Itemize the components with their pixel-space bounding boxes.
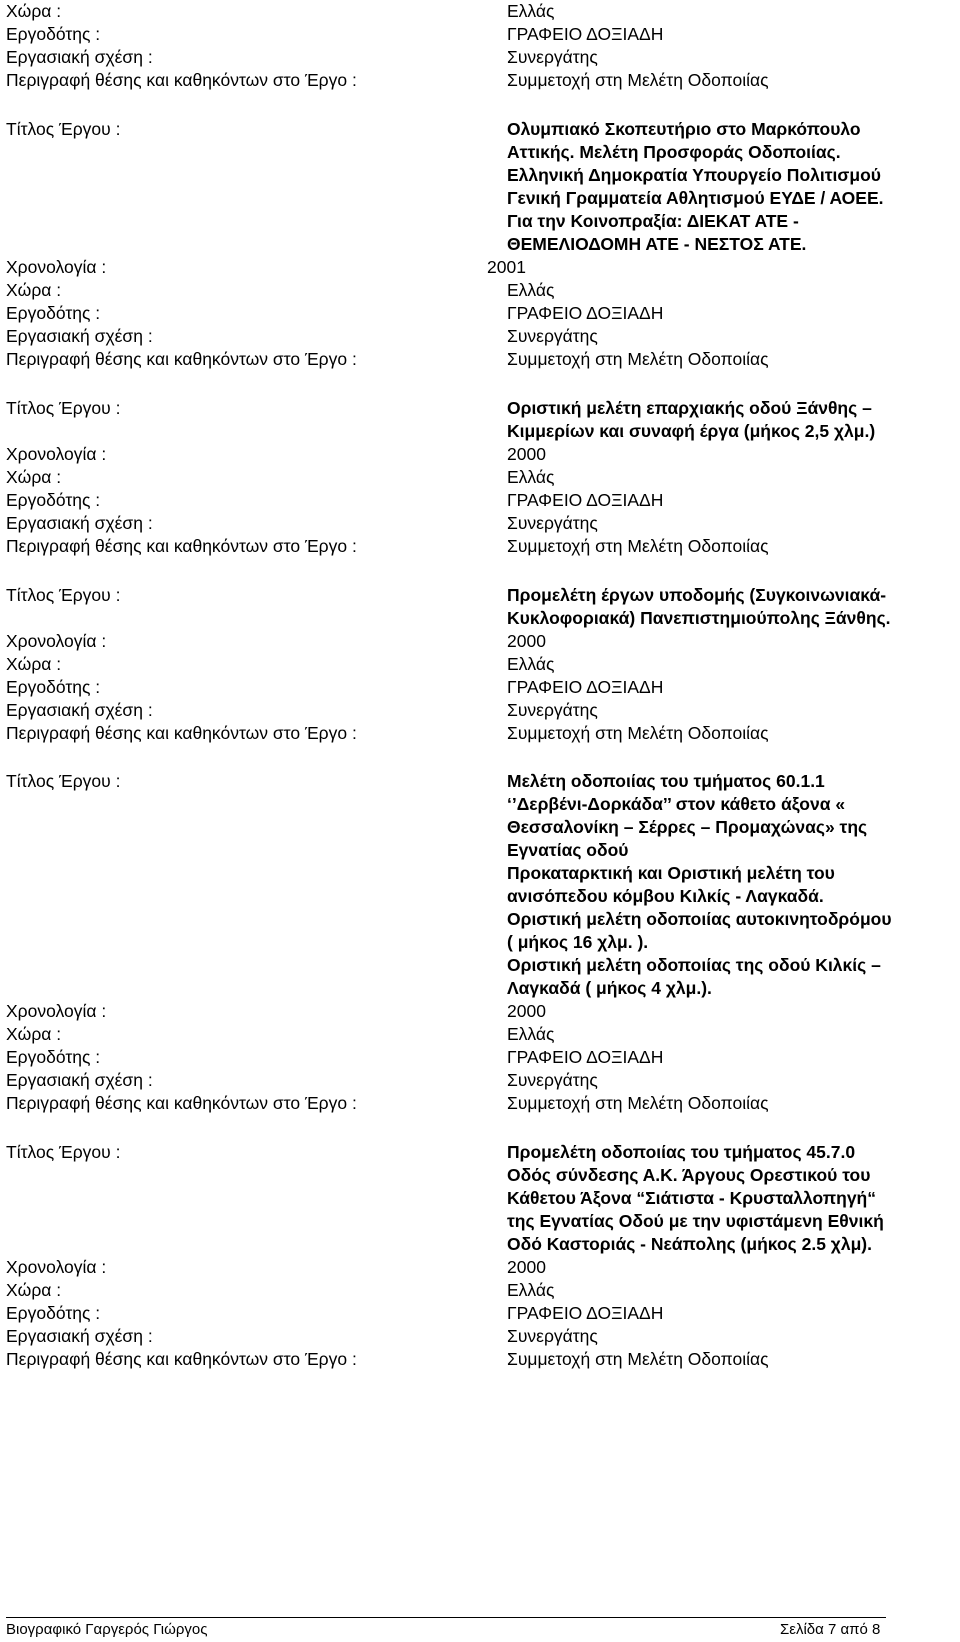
relation-value: Συνεργάτης bbox=[507, 700, 598, 720]
employer-value: ΓΡΑΦΕΙΟ ΔΟΞΙΑΔΗ bbox=[507, 490, 664, 510]
country-value: Ελλάς bbox=[507, 1024, 555, 1044]
country-value: Ελλάς bbox=[507, 1280, 555, 1300]
title-label: Τίτλος Έργου : bbox=[6, 585, 121, 605]
employer-label: Εργοδότης : bbox=[6, 1047, 101, 1067]
country-value: Ελλάς bbox=[507, 654, 555, 674]
description-value: Συμμετοχή στη Μελέτη Οδοποιίας bbox=[507, 536, 769, 556]
description-value: Συμμετοχή στη Μελέτη Οδοποιίας bbox=[507, 1093, 769, 1113]
employer-label: Εργοδότης : bbox=[6, 1303, 101, 1323]
description-label: Περιγραφή θέσης και καθηκόντων στο Έργο : bbox=[6, 1093, 357, 1113]
employer-label: Εργοδότης : bbox=[6, 490, 101, 510]
project-title-line: Θεσσαλονίκη – Σέρρες – Προμαχώνας» της bbox=[507, 817, 868, 837]
project-title-line: Για την Κοινοπραξία: ΔΙΕΚΑΤ ΑΤΕ - bbox=[507, 211, 799, 231]
employer-value: ΓΡΑΦΕΙΟ ΔΟΞΙΑΔΗ bbox=[507, 303, 664, 323]
country-value: Ελλάς bbox=[507, 1, 555, 21]
project-title-line: Αττικής. Μελέτη Προσφοράς Οδοποιίας. bbox=[507, 142, 841, 162]
title-label: Τίτλος Έργου : bbox=[6, 771, 121, 791]
year-label: Χρονολογία : bbox=[6, 631, 107, 651]
description-label: Περιγραφή θέσης και καθηκόντων στο Έργο : bbox=[6, 349, 357, 369]
employer-value: ΓΡΑΦΕΙΟ ΔΟΞΙΑΔΗ bbox=[507, 1047, 664, 1067]
project-title-line: Εγνατίας οδού bbox=[507, 840, 629, 860]
project-title-line: Προμελέτη έργων υποδομής (Συγκοινωνιακά- bbox=[507, 585, 887, 605]
relation-label: Εργασιακή σχέση : bbox=[6, 513, 153, 533]
project-title-line: Οριστική μελέτη οδοποιίας αυτοκινητοδρόμου bbox=[507, 909, 892, 929]
project-title-line: Κιμμερίων και συναφή έργα (μήκος 2,5 χλμ.) bbox=[507, 421, 876, 441]
relation-value: Συνεργάτης bbox=[507, 513, 598, 533]
year-label: Χρονολογία : bbox=[6, 1257, 107, 1277]
project-title-line: Κυκλοφοριακά) Πανεπιστημιούπολης Ξάνθης. bbox=[507, 608, 891, 628]
employer-label: Εργοδότης : bbox=[6, 677, 101, 697]
footer-author: Βιογραφικό Γαργερός Γιώργος bbox=[6, 1621, 208, 1638]
page-number: Σελίδα 7 από 8 bbox=[780, 1621, 881, 1638]
project-title-line: Ολυμπιακό Σκοπευτήριο στο Μαρκόπουλο bbox=[507, 119, 861, 139]
country-label: Χώρα : bbox=[6, 280, 62, 300]
year-value: 2001 bbox=[487, 257, 526, 277]
description-label: Περιγραφή θέσης και καθηκόντων στο Έργο : bbox=[6, 536, 357, 556]
employer-value: ΓΡΑΦΕΙΟ ΔΟΞΙΑΔΗ bbox=[507, 24, 664, 44]
relation-label: Εργασιακή σχέση : bbox=[6, 326, 153, 346]
relation-value: Συνεργάτης bbox=[507, 326, 598, 346]
project-title-line: Οριστική μελέτη επαρχιακής οδού Ξάνθης – bbox=[507, 398, 872, 418]
country-label: Χώρα : bbox=[6, 654, 62, 674]
project-title-line: Γενική Γραμματεία Αθλητισμού ΕΥΔΕ / ΑΟΕΕ. bbox=[507, 188, 884, 208]
employer-label: Εργοδότης : bbox=[6, 303, 101, 323]
relation-label: Εργασιακή σχέση : bbox=[6, 700, 153, 720]
country-label: Χώρα : bbox=[6, 1, 62, 21]
project-title-line: Οδός σύνδεσης Α.Κ. Άργους Ορεστικού του bbox=[507, 1165, 871, 1185]
country-label: Χώρα : bbox=[6, 1024, 62, 1044]
project-title-line: Προκαταρκτική και Οριστική μελέτη του bbox=[507, 863, 835, 883]
description-label: Περιγραφή θέσης και καθηκόντων στο Έργο : bbox=[6, 70, 357, 90]
relation-value: Συνεργάτης bbox=[507, 1070, 598, 1090]
relation-value: Συνεργάτης bbox=[507, 47, 598, 67]
relation-label: Εργασιακή σχέση : bbox=[6, 47, 153, 67]
project-title-line: Οδό Καστοριάς - Νεάπολης (μήκος 2.5 χλμ). bbox=[507, 1234, 872, 1254]
project-title-line: της Εγνατίας Οδού με την υφιστάμενη Εθνική bbox=[507, 1211, 884, 1231]
project-title-line: Προμελέτη οδοποιίας του τμήματος 45.7.0 bbox=[507, 1142, 856, 1162]
project-title-line: ( μήκος 16 χλμ. ). bbox=[507, 932, 649, 952]
description-label: Περιγραφή θέσης και καθηκόντων στο Έργο : bbox=[6, 723, 357, 743]
year-label: Χρονολογία : bbox=[6, 1001, 107, 1021]
project-title-line: Κάθετου Άξονα “Σιάτιστα - Κρυσταλλοπηγή“ bbox=[507, 1188, 876, 1208]
project-title-line: Μελέτη οδοποιίας του τμήματος 60.1.1 bbox=[507, 771, 825, 791]
employer-label: Εργοδότης : bbox=[6, 24, 101, 44]
country-value: Ελλάς bbox=[507, 280, 555, 300]
description-value: Συμμετοχή στη Μελέτη Οδοποιίας bbox=[507, 723, 769, 743]
employer-value: ΓΡΑΦΕΙΟ ΔΟΞΙΑΔΗ bbox=[507, 1303, 664, 1323]
project-title-line: ΘΕΜΕΛΙΟΔΟΜΗ ΑΤΕ - ΝΕΣΤΟΣ ΑΤΕ. bbox=[507, 234, 807, 254]
description-value: Συμμετοχή στη Μελέτη Οδοποιίας bbox=[507, 70, 769, 90]
year-label: Χρονολογία : bbox=[6, 257, 107, 277]
description-value: Συμμετοχή στη Μελέτη Οδοποιίας bbox=[507, 1349, 769, 1369]
year-value: 2000 bbox=[507, 631, 546, 651]
relation-label: Εργασιακή σχέση : bbox=[6, 1070, 153, 1090]
project-title-line: ανισόπεδου κόμβου Κιλκίς - Λαγκαδά. bbox=[507, 886, 824, 906]
year-value: 2000 bbox=[507, 1001, 546, 1021]
project-title-line: ‘’Δερβένι-Δορκάδα’’ στον κάθετο άξονα « bbox=[507, 794, 846, 814]
employer-value: ΓΡΑΦΕΙΟ ΔΟΞΙΑΔΗ bbox=[507, 677, 664, 697]
title-label: Τίτλος Έργου : bbox=[6, 398, 121, 418]
description-value: Συμμετοχή στη Μελέτη Οδοποιίας bbox=[507, 349, 769, 369]
title-label: Τίτλος Έργου : bbox=[6, 119, 121, 139]
year-value: 2000 bbox=[507, 444, 546, 464]
relation-label: Εργασιακή σχέση : bbox=[6, 1326, 153, 1346]
description-label: Περιγραφή θέσης και καθηκόντων στο Έργο : bbox=[6, 1349, 357, 1369]
country-value: Ελλάς bbox=[507, 467, 555, 487]
country-label: Χώρα : bbox=[6, 467, 62, 487]
project-title-line: Οριστική μελέτη οδοποιίας της οδού Κιλκίς – bbox=[507, 955, 881, 975]
project-title-line: Ελληνική Δημοκρατία Υπουργείο Πολιτισμού bbox=[507, 165, 881, 185]
relation-value: Συνεργάτης bbox=[507, 1326, 598, 1346]
year-value: 2000 bbox=[507, 1257, 546, 1277]
project-title-line: Λαγκαδά ( μήκος 4 χλμ.). bbox=[507, 978, 712, 998]
title-label: Τίτλος Έργου : bbox=[6, 1142, 121, 1162]
country-label: Χώρα : bbox=[6, 1280, 62, 1300]
year-label: Χρονολογία : bbox=[6, 444, 107, 464]
